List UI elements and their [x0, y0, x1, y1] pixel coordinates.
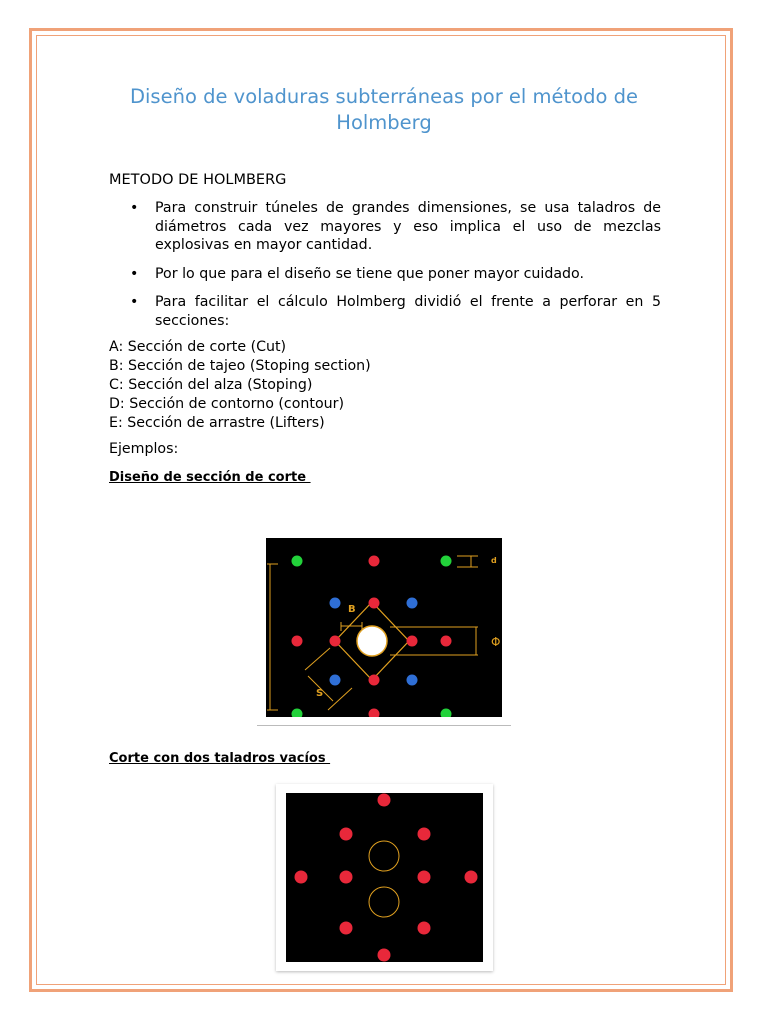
document-title: Diseño de voladuras subterráneas por el método de Holmberg	[130, 85, 638, 134]
cut-hole	[369, 598, 380, 609]
stoping-hole	[407, 598, 418, 609]
blast-hole	[295, 871, 308, 884]
cut-hole	[369, 556, 380, 567]
cut-hole	[407, 636, 418, 647]
blast-hole	[418, 828, 431, 841]
blast-hole	[340, 922, 353, 935]
bullet-item	[109, 265, 661, 284]
label-b: B	[348, 604, 356, 615]
section-item-e: E: Sección de arrastre (Lifters)	[109, 415, 325, 431]
bullet-text: Para facilitar el cálculo Holmberg dividió el frente a perforar en 5 secciones:	[155, 294, 661, 329]
stoping-hole	[330, 675, 341, 686]
bullet-item	[109, 293, 661, 330]
stoping-hole	[407, 675, 418, 686]
sections-list	[109, 338, 371, 433]
empty-hole	[357, 626, 387, 656]
bullet-icon: •	[130, 265, 139, 282]
figure2-heading: Corte con dos taladros vacíos	[109, 751, 331, 766]
figure1-heading: Diseño de sección de corte	[109, 470, 311, 485]
section-item-b: B: Sección de tajeo (Stoping section)	[109, 358, 371, 374]
ejemplos-label: Ejemplos:	[109, 441, 179, 457]
blast-hole	[418, 922, 431, 935]
bullet-text: Por lo que para el diseño se tiene que poner mayor cuidado.	[155, 265, 584, 282]
blast-hole	[465, 871, 478, 884]
cut-section-diagram	[266, 538, 502, 717]
bullet-icon: •	[130, 294, 139, 310]
cut-hole	[292, 636, 303, 647]
bullet-text: Para construir túneles de grandes dimensiones, se usa taladros de diámetros cada vez mayores y eso implica el uso de mezclas explosivas en mayor cantidad.	[155, 200, 661, 253]
section-item-a: A: Sección de corte (Cut)	[109, 339, 287, 355]
contour-hole	[441, 556, 452, 567]
bullet-icon: •	[130, 200, 139, 216]
stoping-hole	[330, 598, 341, 609]
section-heading: METODO DE HOLMBERG	[109, 172, 287, 188]
blast-hole	[378, 949, 391, 962]
blast-hole	[418, 871, 431, 884]
label-phi: Φ	[491, 635, 501, 649]
diagram-background	[286, 793, 483, 962]
section-item-d: D: Sección de contorno (contour)	[109, 396, 345, 412]
section-item-c: C: Sección del alza (Stoping)	[109, 377, 313, 393]
cut-hole	[369, 675, 380, 686]
contour-hole	[292, 556, 303, 567]
bullet-list	[109, 199, 661, 340]
blast-hole	[378, 794, 391, 807]
cut-hole	[441, 636, 452, 647]
blast-hole	[340, 828, 353, 841]
label-s: S	[316, 688, 324, 699]
bullet-item	[109, 199, 661, 255]
cut-hole	[330, 636, 341, 647]
label-d: d	[491, 556, 497, 565]
two-empty-holes-diagram	[286, 793, 483, 962]
blast-hole	[340, 871, 353, 884]
